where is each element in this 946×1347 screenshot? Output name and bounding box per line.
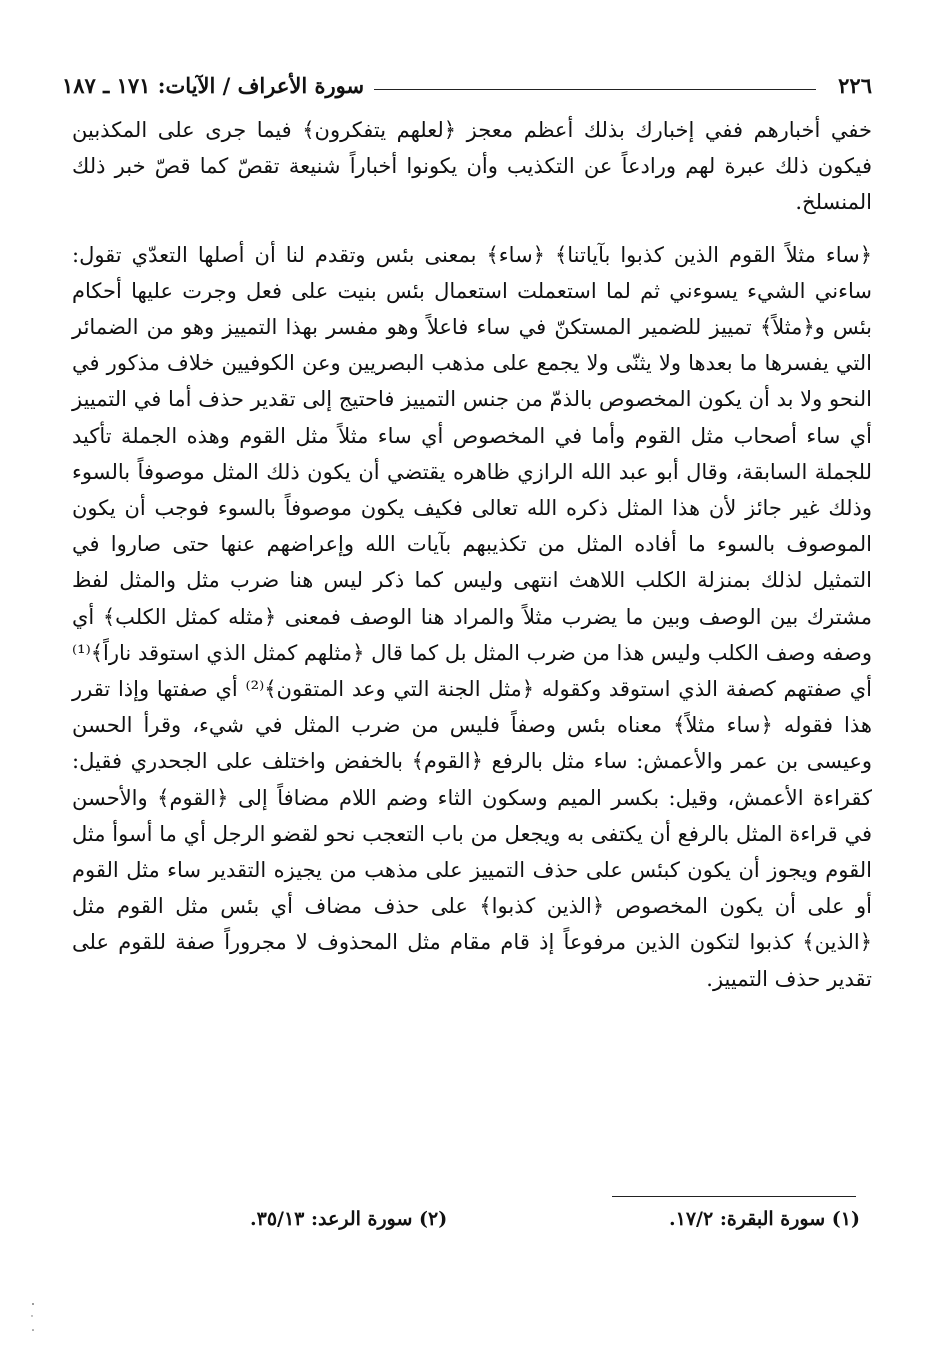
footnote-1: (١) سورة البقرة: ١٧/٢.: [669, 1208, 860, 1230]
paragraph-1: خفي أخبارهم ففي إخبارك بذلك أعظم معجز ﴿لعلهم يتفكرون﴾ فيما جرى على المكذبين فيكون ذلك عبرة لهم ورادعاً عن التكذيب وأن يكونوا أخباراً شنيعة تقصّ كما قصّ خبر ذلك المنسلخ.: [72, 118, 872, 215]
margin-speck-mark: [30, 1300, 36, 1340]
footnote-2: (٢) سورة الرعد: ٣٥/١٣.: [250, 1208, 448, 1230]
page-header: [62, 58, 872, 98]
page-number: ٢٢٦: [838, 73, 872, 98]
main-text: [72, 112, 872, 997]
running-title: سورة الأعراف / الآيات: ١٧١ ـ ١٨٧: [62, 73, 365, 98]
header-rule: [374, 89, 816, 90]
paragraph-2: ﴿ساء مثلاً القوم الذين كذبوا بآياتنا﴾ ﴿ساء﴾ بمعنى بئس وتقدم لنا أن أصلها التعدّي تقول: ساءني الشيء يسوءني ثم لما استعملت استعمال بئس بنيت على فعل وجرت عليها أحكام بئس و﴿مثلاً﴾ تمييز للضمير المستكنّ في ساء فاعلاً وهو مفسر بهذا التمييز وهو من الضمائر التي يفسرها ما بعدها ولا يثنّى ولا يجمع على مذهب البصريين وعن الكوفيين خلاف مذكور في النحو ولا بد أن يكون المخصوص بالذمّ من جنس التمييز فاحتيج إلى تقدير حذف أما في التمييز أي ساء أصحاب مثل القوم وأما في المخصوص أي ساء مثلاً مثل القوم وهذه الجملة تأكيد للجملة السابقة، وقال أبو عبد الله الرازي ظاهره يقتضي أن يكون ذلك المثل موصوفاً بالسوء وذلك غير جائز لأن هذا المثل ذكره الله تعالى فكيف يكون موصوفاً بالسوء فوجب أن يكون الموصوف بالسوء ما أفاده المثل من تكذيبهم بآيات الله وإعراضهم عنها حتى صاروا في التمثيل لذلك بمنزلة الكلب اللاهث انتهى وليس كما ذكر ليس هنا ضرب مثل والمثل لفظ مشترك بين الوصف وبين ما يضرب مثلاً والمراد هنا الوصف فمعنى ﴿مثله كمثل الكلب﴾ أي وصفه وصف الكلب وليس هذا من ضرب المثل بل كما قال ﴿مثلهم كمثل الذي استوقد ناراً﴾⁽¹⁾ أي صفتهم كصفة الذي استوقد وكقوله ﴿مثل الجنة التي وعد المتقون﴾⁽²⁾ أي صفتها وإذا تقرر هذا فقوله ﴿ساء مثلاً﴾ معناه بئس وصفاً فليس من ضرب المثل في شيء، وقرأ الحسن وعيسى بن عمر والأعمش: ساء مثل بالرفع ﴿القوم﴾ بالخفض واختلف على الجحدري فقيل: كقراءة الأعمش، وقيل: بكسر الميم وسكون الثاء وضم اللام مضافاً إلى ﴿القوم﴾ والأحسن في قراءة المثل بالرفع أن يكتفى به ويجعل من باب التعجب نحو لقضو الرجل أي ما أسوأ مثل القوم ويجوز أن يكون كبئس على حذف التمييز على مذهب من يجيزه التقدير ساء مثل القوم أو على أن يكون المخصوص ﴿الذين كذبوا﴾ على حذف مضاف أي بئس مثل القوم مثل ﴿الذين﴾ كذبوا لتكون الذين مرفوعاً إذ قام مقام مثل المحذوف لا مجروراً صفة للقوم على تقدير حذف التمييز.: [72, 242, 873, 991]
footnotes: [250, 1208, 860, 1230]
footnote-separator: [612, 1196, 856, 1197]
